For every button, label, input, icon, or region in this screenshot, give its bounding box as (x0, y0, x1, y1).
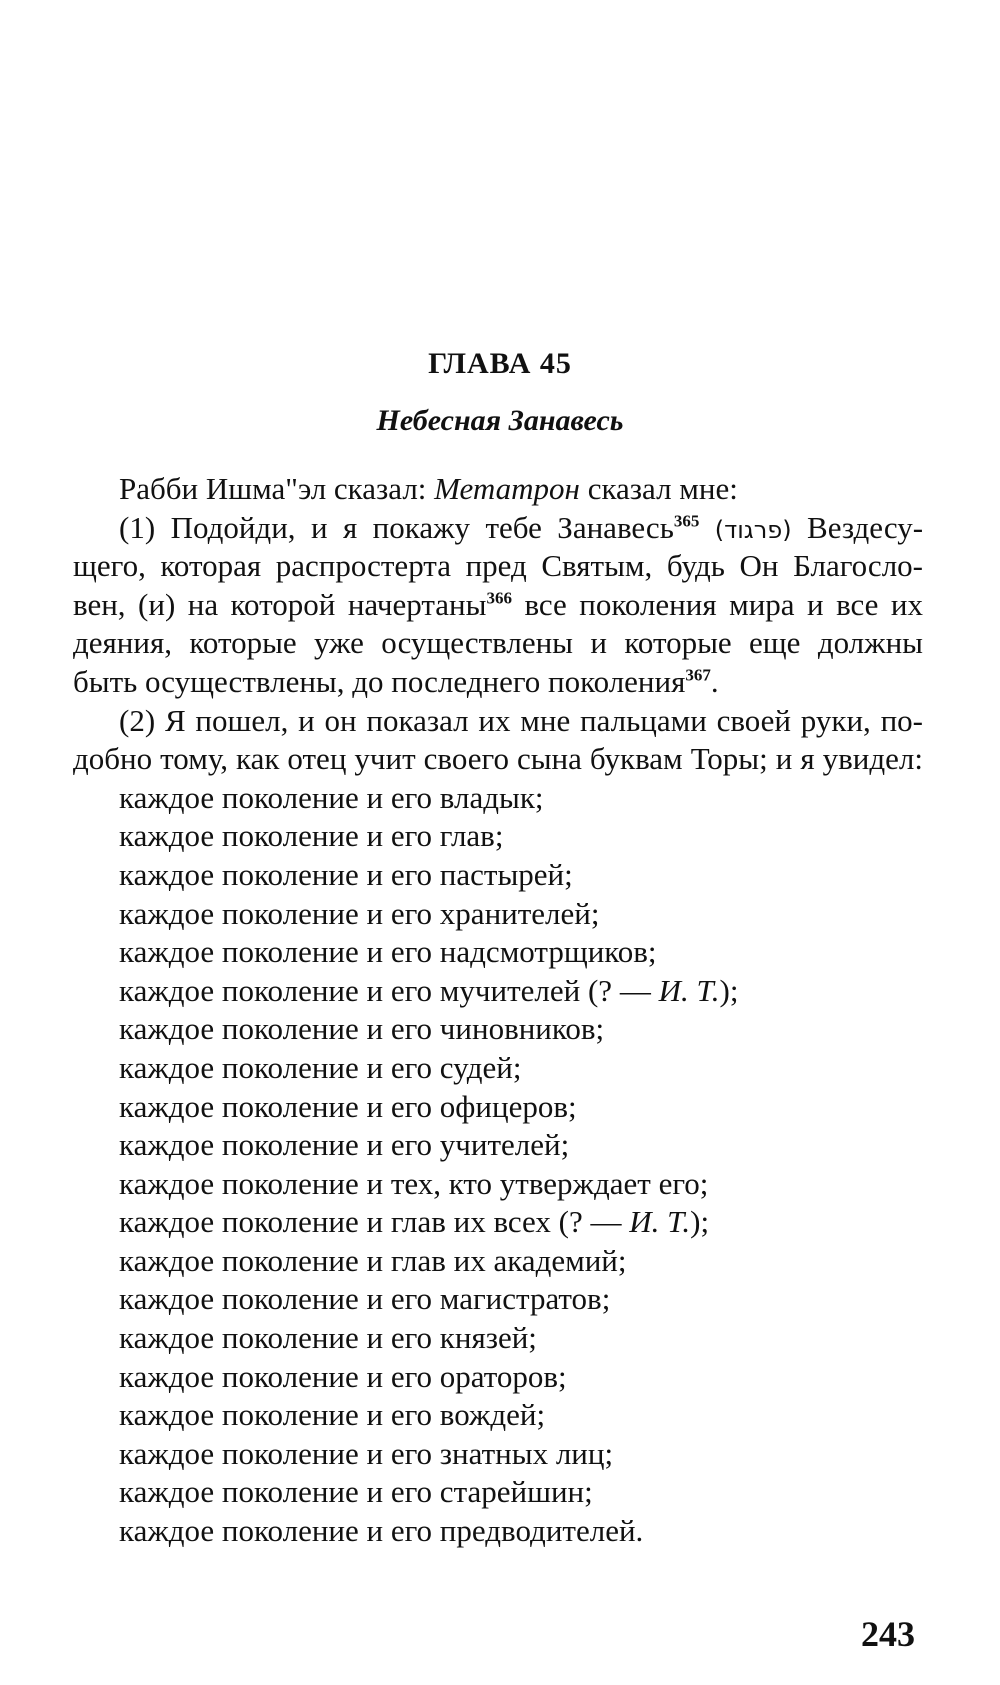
list-item: каждое поколение и его предводителей. (119, 1513, 644, 1549)
hebrew-term: (פרגוד) (714, 515, 792, 544)
list-item-text: ); (690, 1204, 710, 1240)
list-item: каждое поколение и его пастырей; (119, 856, 573, 892)
list-item: каждое поколение и его хранителей; (119, 895, 600, 931)
list-item: каждое поколение и тех, кто утверждает его; (119, 1165, 709, 1201)
list-item: каждое поколение и его глав; (119, 818, 504, 854)
list-item (73, 972, 923, 1011)
intro-line (73, 470, 923, 509)
page-number: 243 (861, 1614, 915, 1654)
list-item: каждое поколение и глав их академий; (119, 1242, 627, 1278)
para1-text: Вездесу- (791, 509, 924, 545)
para1-text: вен, (и) на которой начертаны (73, 586, 487, 622)
para1-text: быть осуществлены, до последнего поколения (73, 663, 686, 699)
list-item: каждое поколение и его надсмотрщиков; (119, 934, 657, 970)
intro-rest: сказал мне: (579, 471, 738, 506)
list-item: каждое поколение и его вождей; (119, 1397, 546, 1433)
para1-line-2: щего, которая распростерта пред Святым, будь Он Благосло- (73, 548, 923, 584)
footnote-ref-365: 365 (673, 511, 700, 531)
chapter-subtitle: Небесная Занавесь (376, 404, 624, 437)
para1-text: (1) Подойди, и я покажу тебе Занавесь (119, 509, 674, 545)
list-item-text: каждое поколение и его мучителей (? — (119, 972, 659, 1008)
list-item: каждое поколение и его чиновников; (119, 1011, 605, 1047)
list-item: каждое поколение и его офицеров; (119, 1088, 577, 1124)
para1-line-4: деяния, которые уже осуществлены и которые еще должны (73, 625, 923, 661)
para2-line-2: добно тому, как отец учит своего сына буквам Торы; и я увидел: (73, 741, 923, 777)
para2-line-1: (2) Я пошел, и он показал их мне пальцами своей руки, по- (119, 702, 923, 738)
list-item: каждое поколение и его старейшин; (119, 1474, 593, 1510)
footnote-ref-367: 367 (685, 665, 711, 685)
list-item: каждое поколение и его владык; (119, 779, 544, 815)
list-item: каждое поколение и его судей; (119, 1049, 522, 1085)
list-item: каждое поколение и его знатных лиц; (119, 1435, 614, 1471)
para1-line-5 (73, 663, 923, 702)
body-text (73, 470, 923, 1551)
intro-speaker: Рабби Ишма"эл сказал: (119, 471, 435, 506)
translator-note: И. Т. (658, 972, 720, 1008)
list-item (73, 1203, 923, 1242)
list-item: каждое поколение и его магистратов; (119, 1281, 611, 1317)
footnote-ref-366: 366 (486, 588, 512, 608)
list-item: каждое поколение и его учителей; (119, 1127, 570, 1163)
para1-line-1 (73, 509, 923, 548)
para1-text: все поколения мира и все их (511, 586, 923, 622)
list-item: каждое поколение и его ораторов; (119, 1358, 567, 1394)
list-item: каждое поколение и его князей; (119, 1320, 537, 1356)
para1-text: . (710, 663, 719, 699)
translator-note: И. Т. (629, 1204, 691, 1240)
chapter-heading: ГЛАВА 45 (428, 347, 572, 380)
para1-line-3 (73, 586, 923, 625)
intro-name: Метатрон (434, 471, 580, 506)
list-item-text: ); (719, 972, 739, 1008)
list-item-text: каждое поколение и глав их всех (? — (119, 1204, 630, 1240)
